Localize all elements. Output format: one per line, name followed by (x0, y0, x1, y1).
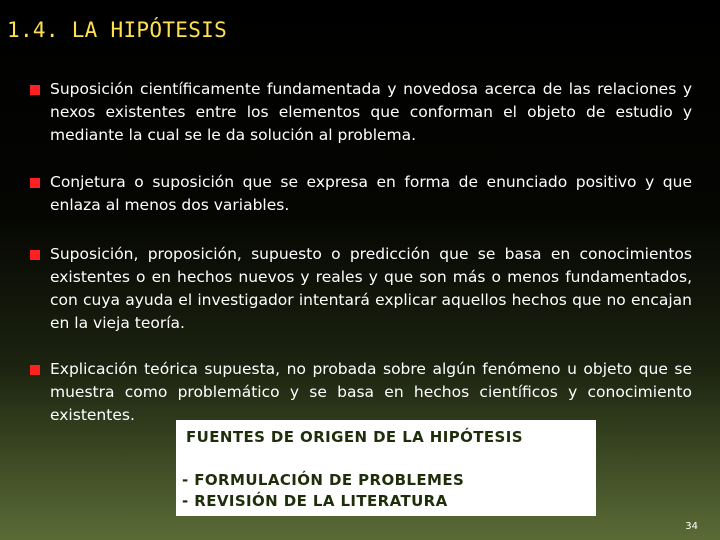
definition-list (30, 78, 692, 451)
list-item-text: Suposición científicamente fundamentada y novedosa acerca de las relaciones y nexos existentes entre los elementos que conforman el objeto de estudio y mediante la cual se le da solución al problema. (50, 80, 692, 144)
square-bullet-icon (30, 250, 40, 260)
square-bullet-icon (30, 365, 40, 375)
page-number: 34 (685, 521, 698, 532)
list-item-text: Conjetura o suposición que se expresa en forma de enunciado positivo y que enlaza al menos dos variables. (50, 173, 692, 214)
slide-title: 1.4. LA HIPÓTESIS (7, 18, 228, 42)
sources-box-title: FUENTES DE ORIGEN DE LA HIPÓTESIS (186, 428, 523, 446)
sources-box (176, 420, 596, 516)
list-item-text: Explicación teórica supuesta, no probada sobre algún fenómeno u objeto que se muestra como problemático y se basa en hechos científicos y conocimiento existentes. (50, 360, 692, 424)
list-item (30, 171, 692, 217)
square-bullet-icon (30, 178, 40, 188)
list-item-text: Suposición, proposición, supuesto o predicción que se basa en conocimientos existentes o en hechos nuevos y reales y que son más o menos fundamentados, con cuya ayuda el investigador intentará explicar aquellos hechos que no encajan en la vieja teoría. (50, 245, 692, 332)
list-item (30, 358, 692, 427)
list-item (30, 243, 692, 335)
list-item (30, 78, 692, 147)
sources-list-item: - FORMULACIÓN DE PROBLEMES (182, 471, 465, 489)
square-bullet-icon (30, 85, 40, 95)
sources-list-item: - REVISIÓN DE LA LITERATURA (182, 492, 448, 510)
sources-list (182, 470, 464, 512)
